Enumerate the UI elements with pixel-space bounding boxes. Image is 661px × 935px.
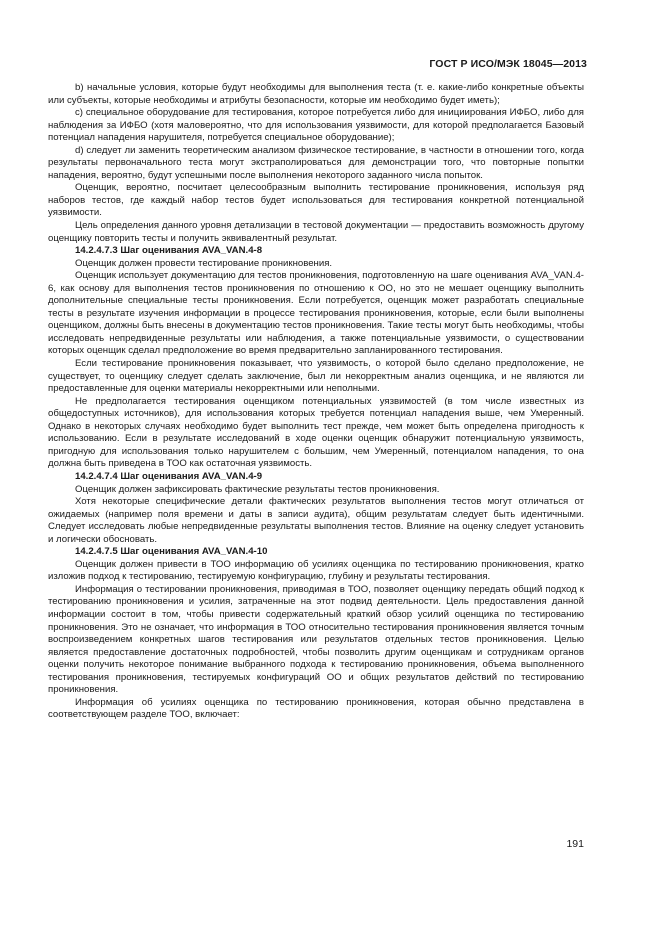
body-paragraph: Информация о тестировании проникновения, приводимая в ТОО, позволяет оценщику передать общий подход к тестированию проникновения и усилия, затраченные на этот подвид деятельности. Цель предоставления данной информации состоит в том, чтобы привести содержательный краткий обзор усилий оценщика по тестированию проникновения. Это не означает, что информация в ТОО относительно тестирования проникновения является точным воспроизведением конкретных шагов тестирования или результатов отдельных тестов проникновения. Целью является предоставление достаточных подробностей, чтобы позволить другим оценщикам и сотрудникам органов оценки получить некоторое понимание выбранного подхода к тестированию проникновения, объема выполненного тестирования проникновения, тестируемых конфигураций ОО и общих результатов действий по тестированию проникновения.	[48, 583, 584, 696]
body-paragraph: b) начальные условия, которые будут необходимы для выполнения теста (т. е. какие-либо конкретные объекты или субъекты, которые необходимы и атрибуты безопасности, которые им необходимо будет иметь);	[48, 82, 584, 106]
document-body	[48, 82, 584, 722]
body-paragraph: Оценщик должен зафиксировать фактические результаты тестов проникновения.	[75, 483, 440, 495]
standard-header: ГОСТ Р ИСО/МЭК 18045—2013	[429, 58, 587, 70]
body-paragraph: Оценщик, вероятно, посчитает целесообразным выполнить тестирование проникновения, используя ряд наборов тестов, где каждый набор тестов будет использоваться для тестирования конкретной потенциальной уязвимости.	[48, 182, 584, 219]
section-heading: 14.2.4.7.3 Шаг оценивания AVA_VAN.4-8	[75, 245, 263, 257]
section-heading: 14.2.4.7.4 Шаг оценивания AVA_VAN.4-9	[75, 470, 263, 482]
body-paragraph: Цель определения данного уровня детализации в тестовой документации — предоставить возможность другому оценщику повторить тесты и получить эквивалентный результат.	[48, 220, 584, 244]
body-paragraph: Оценщик использует документацию для тестов проникновения, подготовленную на шаге оценивания AVA_VAN.4-6, как основу для выполнения тестов проникновения по отношению к ОО, но это не мешает оценщику выполнить дополнительные специальные тесты проникновения. Если потребуется, оценщик может разработать специальные тесты в результате изучения информации в процессе тестирования проникновения, которые, если были выполнены оценщиком, должны быть внесены в документацию тестов проникновения. Такие тесты могут быть необходимы, чтобы исследовать непредвиденные результаты или наблюдения, а также потенциальные уязвимости, о существовании которых оценщик сделал предположение во время предварительно запланированного тестирования.	[48, 270, 584, 357]
body-paragraph: Оценщик должен привести в ТОО информацию об усилиях оценщика по тестированию проникновения, кратко изложив подход к тестированию, тестируемую конфигурацию, глубину и результаты тестирования.	[48, 558, 584, 583]
body-paragraph: c) специальное оборудование для тестирования, которое потребуется либо для инициирования ИФБО, либо для наблюдения за ИФБО (хотя маловероятно, что для использования уязвимости, для которой предполагается Базовый потенциал нападения нарушителя, потребуется специальное оборудование);	[48, 107, 584, 144]
body-paragraph: Информация об усилиях оценщика по тестированию проникновения, которая обычно представлена в соответствующем разделе ТОО, включает:	[48, 696, 584, 721]
section-heading: 14.2.4.7.5 Шаг оценивания AVA_VAN.4-10	[75, 546, 268, 558]
body-paragraph: Хотя некоторые специфические детали фактических результатов выполнения тестов могут отличаться от ожидаемых (например поля времени и даты в записи аудита), общим результатам следует быть идентичными. Следует исследовать любые непредвиденные результаты выполнения тестов. Влияние на оценку следует установить и логически обосновать.	[48, 496, 584, 545]
body-paragraph: Не предполагается тестирования оценщиком потенциальных уязвимостей (в том числе известных из общедоступных источников), для использования которых требуется потенциал нападения выше, чем Умеренный. Однако в некоторых случаях необходимо будет выполнить тест прежде, чем может быть определена пригодность к использованию. Если в результате исследований в ходе оценки оценщик обнаружит потенциальную уязвимость, пригодную для использования только нарушителем с большим, чем Умеренный, потенциалом нападения, то она должна быть приведена в ТОО как остаточная уязвимость.	[48, 395, 584, 470]
body-paragraph: Оценщик должен провести тестирование проникновения.	[75, 257, 333, 269]
page-number: 191	[566, 838, 584, 850]
body-paragraph: d) следует ли заменить теоретическим анализом физическое тестирование, в частности в отношении того, когда результаты первоначального теста могут экстраполироваться для демонстрации того, что повторные попытки нападения, вероятно, будут успешными после выполнения некоторого заданного числа попыток.	[48, 144, 584, 181]
body-paragraph: Если тестирование проникновения показывает, что уязвимость, о которой было сделано предположение, не существует, то оценщику следует сделать заключение, был ли некорректным анализ оценщика, и не являются ли предоставленные для оценки материалы некорректными или неполными.	[48, 358, 584, 395]
